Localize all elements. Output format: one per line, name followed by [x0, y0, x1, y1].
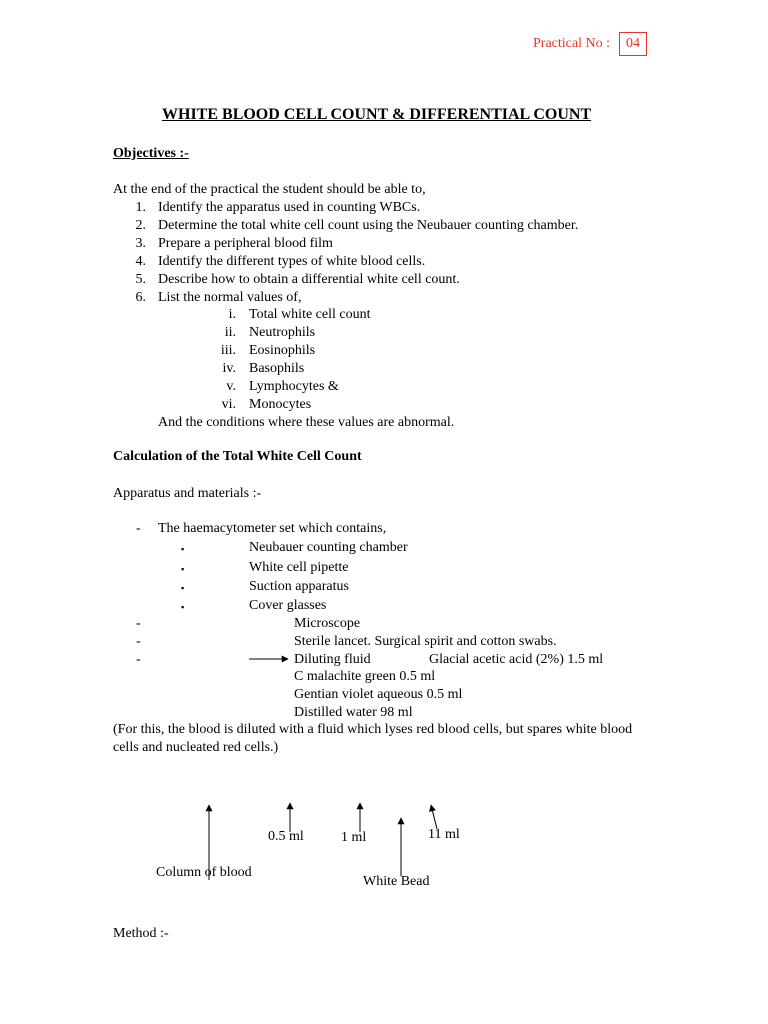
list-item-number: v.: [226, 379, 236, 394]
lancet-line: Sterile lancet. Surgical spirit and cotton swabs.: [294, 634, 557, 649]
page-title: WHITE BLOOD CELL COUNT & DIFFERENTIAL COUNT: [162, 106, 592, 123]
dash-marker: -: [136, 616, 141, 631]
label-one-ml: 1 ml: [341, 830, 367, 845]
list-item-number: vi.: [221, 397, 236, 412]
dash-marker: -: [136, 652, 141, 667]
microscope-line: Microscope: [294, 616, 361, 631]
diluting-fluid-item: Distilled water 98 ml: [294, 705, 413, 720]
list-item: Prepare a peripheral blood film: [158, 236, 333, 251]
list-item: Identify the apparatus used in counting WBCs.: [158, 200, 421, 215]
list-item: Monocytes: [249, 397, 312, 412]
label-half-ml: 0.5 ml: [268, 829, 304, 844]
dash-marker: -: [136, 634, 141, 649]
list-item-number: i.: [228, 307, 236, 322]
objectives-heading: Objectives :-: [113, 146, 189, 161]
list-item: Basophils: [249, 361, 305, 376]
note-line: cells and nucleated red cells.): [113, 740, 279, 755]
haemacytometer-line: The haemacytometer set which contains,: [158, 521, 387, 536]
list-item: Suction apparatus: [249, 579, 349, 594]
list-item: Lymphocytes &: [249, 379, 339, 394]
diluting-fluid-item: Glacial acetic acid (2%) 1.5 ml: [429, 652, 604, 667]
label-eleven-ml: 11 ml: [428, 827, 460, 842]
diluting-fluid-label: Diluting fluid: [294, 652, 371, 667]
list-item-number: iv.: [222, 361, 236, 376]
list-item-number: 5.: [135, 272, 146, 287]
bullet-icon: ▪: [181, 544, 185, 554]
list-item: Identify the different types of white blood cells.: [158, 254, 426, 269]
label-column-of-blood: Column of blood: [156, 865, 252, 880]
list-item: Neutrophils: [249, 325, 316, 340]
apparatus-heading: Apparatus and materials :-: [113, 486, 262, 501]
list-item-number: 6.: [135, 290, 146, 305]
list-item: Eosinophils: [249, 343, 316, 358]
objectives-intro: At the end of the practical the student should be able to,: [113, 182, 426, 197]
list-item: White cell pipette: [249, 560, 349, 575]
list-item-number: iii.: [220, 343, 236, 358]
diluting-fluid-item: Gentian violet aqueous 0.5 ml: [294, 687, 463, 702]
method-heading: Method :-: [113, 926, 169, 941]
list-item-number: 3.: [135, 236, 146, 251]
bullet-icon: ▪: [181, 583, 185, 593]
list-item: List the normal values of,: [158, 290, 302, 305]
label-white-bead: White Bead: [363, 874, 430, 889]
list-item: Cover glasses: [249, 598, 327, 613]
objectives-closing: And the conditions where these values are abnormal.: [158, 415, 455, 430]
practical-label: Practical No :: [533, 36, 610, 51]
calculation-heading: Calculation of the Total White Cell Count: [113, 449, 362, 464]
bullet-icon: ▪: [181, 602, 185, 612]
list-item-number: 1.: [135, 200, 146, 215]
list-item: Total white cell count: [249, 307, 371, 322]
list-item-number: 4.: [135, 254, 146, 269]
practical-number-box: 04: [619, 32, 647, 56]
bullet-icon: ▪: [181, 564, 185, 574]
note-line: (For this, the blood is diluted with a fluid which lyses red blood cells, but spares white blood: [113, 722, 633, 737]
list-item: Describe how to obtain a differential white cell count.: [158, 272, 460, 287]
list-item: Neubauer counting chamber: [249, 540, 408, 555]
diluting-fluid-item: C malachite green 0.5 ml: [294, 669, 436, 684]
list-item: Determine the total white cell count using the Neubauer counting chamber.: [158, 218, 579, 233]
list-item-number: 2.: [135, 218, 146, 233]
dash-marker: -: [136, 521, 141, 536]
eleven-ml-arrow: [431, 805, 437, 829]
list-item-number: ii.: [224, 325, 236, 340]
